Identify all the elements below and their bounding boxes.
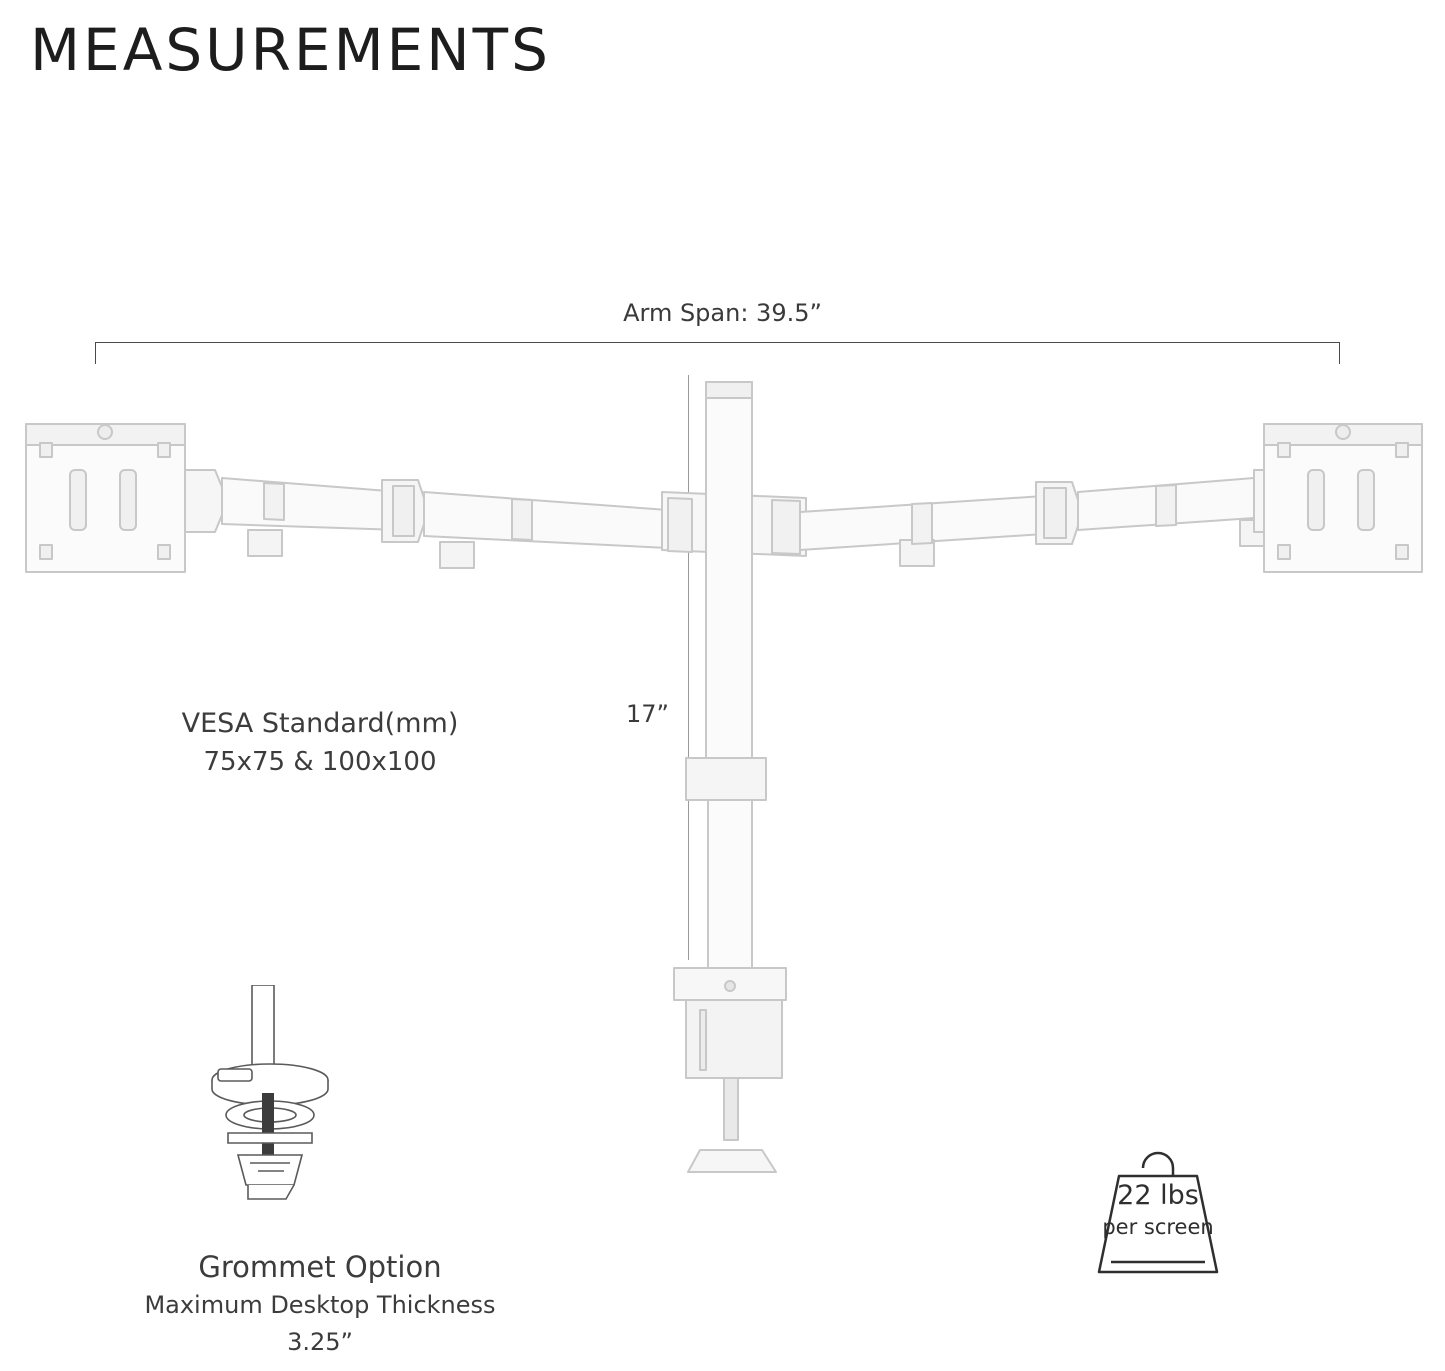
arm-span-dimension-bracket [95,342,1340,366]
grommet-option-block [60,1250,580,1358]
arm-span-tick-right [1339,342,1340,364]
page-title: MEASUREMENTS [30,16,551,84]
arm-segment-right-outer [1078,478,1274,546]
grommet-subtitle-line2: 3.25” [287,1328,353,1357]
grommet-subtitle-line1: Maximum Desktop Thickness [144,1291,496,1319]
grommet-title: Grommet Option [198,1250,442,1284]
arm-segment-right-inner [800,496,1044,566]
grommet-mount-icon [190,985,350,1245]
height-dimension-line [688,375,690,960]
center-pole [686,382,766,970]
arm-span-dimension-label: Arm Span: 39.5” [623,299,822,327]
weight-label-block [1083,1180,1233,1239]
vesa-plate-left [26,424,222,572]
arm-span-line [95,342,1340,343]
arm-segment-left-inner [424,492,668,568]
vesa-sizes: 75x75 & 100x100 [203,747,437,777]
arm-joint-left [382,480,424,542]
weight-value: 22 lbs [1117,1180,1199,1211]
desk-clamp [674,968,786,1172]
arm-span-tick-left [95,342,96,364]
vesa-title: VESA Standard(mm) [181,708,459,739]
vesa-plate-right [1254,424,1422,572]
vesa-standard-block [110,708,530,777]
height-dimension-label: 17” [620,698,675,730]
weight-per-screen: per screen [1102,1215,1214,1239]
arm-segment-left-outer [222,478,402,556]
arm-joint-right [1036,482,1078,544]
height-line [688,375,689,960]
arm-center-hub [662,492,806,556]
